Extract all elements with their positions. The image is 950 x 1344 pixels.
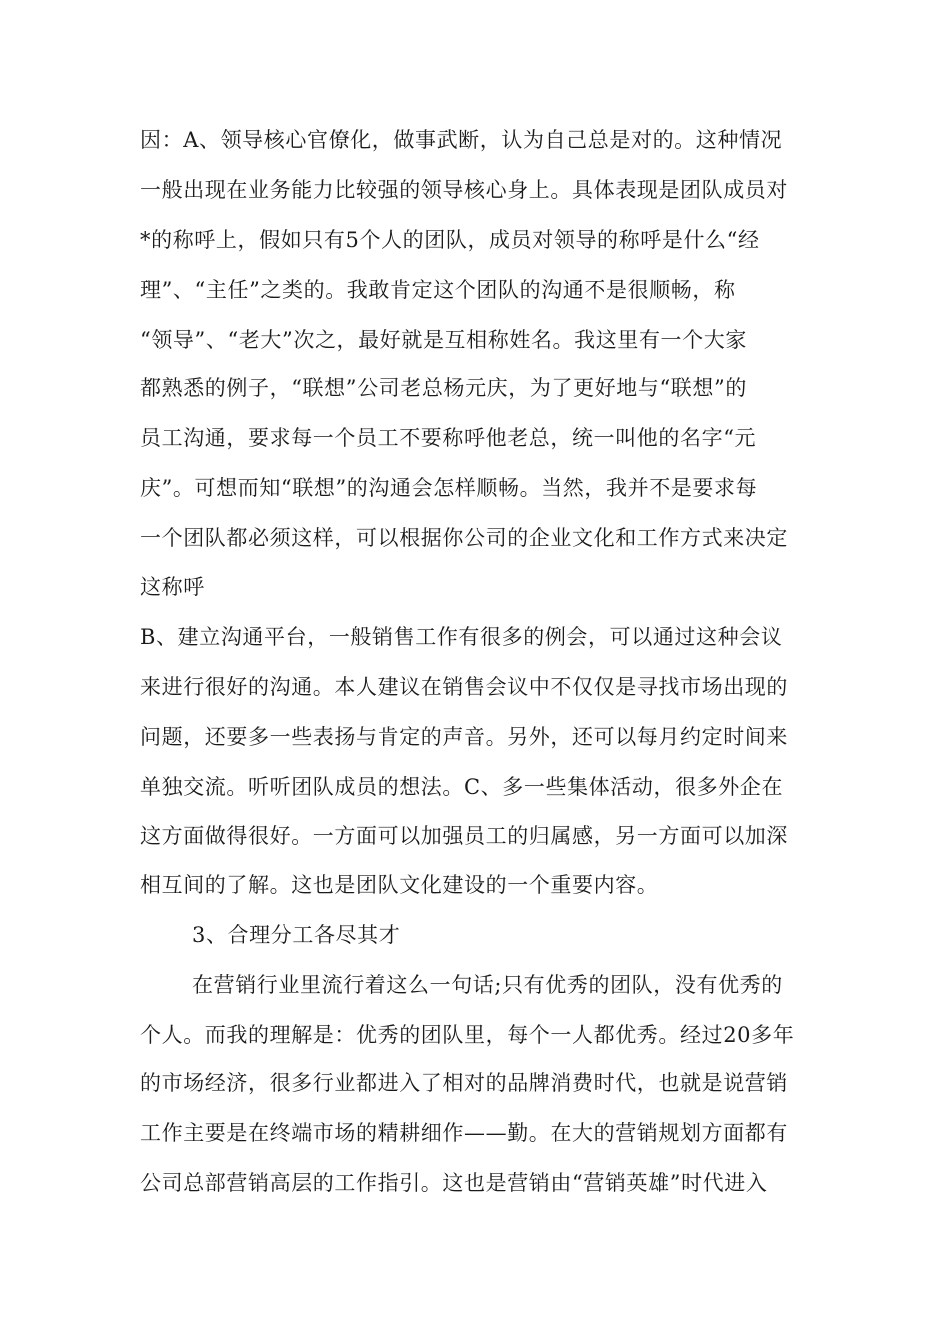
text-line: 单独交流。听听团队成员的想法。C、多一些集体活动，很多外企在 — [140, 775, 784, 799]
text-line: 工作主要是在终端市场的精耕细作——勤。在大的营销规划方面都有 — [140, 1121, 788, 1145]
text-line: *的称呼上，假如只有5个人的团队，成员对领导的称呼是什么“经 — [140, 228, 760, 252]
text-line: 个人。而我的理解是：优秀的团队里，每个一人都优秀。经过20多年 — [140, 1023, 795, 1047]
text-line: B、建立沟通平台，一般销售工作有很多的例会，可以通过这种会议 — [140, 625, 783, 649]
paragraph-first-line: 在营销行业里流行着这么一句话;只有优秀的团队，没有优秀的 — [192, 973, 783, 997]
text-line: 的市场经济，很多行业都进入了相对的品牌消费时代，也就是说营销 — [140, 1071, 788, 1095]
text-line: 一般出现在业务能力比较强的领导核心身上。具体表现是团队成员对 — [140, 178, 788, 202]
text-line: 庆”。可想而知“联想”的沟通会怎样顺畅。当然，我并不是要求每 — [140, 476, 758, 500]
text-line: 一个团队都必须这样，可以根据你公司的企业文化和工作方式来决定 — [140, 526, 788, 550]
text-line: 这称呼 — [140, 575, 205, 599]
text-line: 来进行很好的沟通。本人建议在销售会议中不仅仅是寻找市场出现的 — [140, 675, 788, 699]
section-heading: 3、合理分工各尽其才 — [192, 923, 401, 947]
text-line: 都熟悉的例子，“联想”公司老总杨元庆，为了更好地与“联想”的 — [140, 376, 747, 400]
text-line: 相互间的了解。这也是团队文化建设的一个重要内容。 — [140, 873, 659, 897]
text-line: 理”、“主任”之类的。我敢肯定这个团队的沟通不是很顺畅，称 — [140, 278, 736, 302]
text-line: 因：A、领导核心官僚化，做事武断，认为自己总是对的。这种情况 — [140, 128, 783, 152]
text-line: 员工沟通，要求每一个员工不要称呼他老总，统一叫他的名字“元 — [140, 426, 757, 450]
text-line: “领导”、“老大”次之，最好就是互相称姓名。我这里有一个大家 — [140, 328, 747, 352]
text-line: 公司总部营销高层的工作指引。这也是营销由“营销英雄”时代进入 — [140, 1171, 768, 1195]
text-line: 问题，还要多一些表扬与肯定的声音。另外，还可以每月约定时间来 — [140, 725, 788, 749]
text-line: 这方面做得很好。一方面可以加强员工的归属感，另一方面可以加深 — [140, 824, 788, 848]
